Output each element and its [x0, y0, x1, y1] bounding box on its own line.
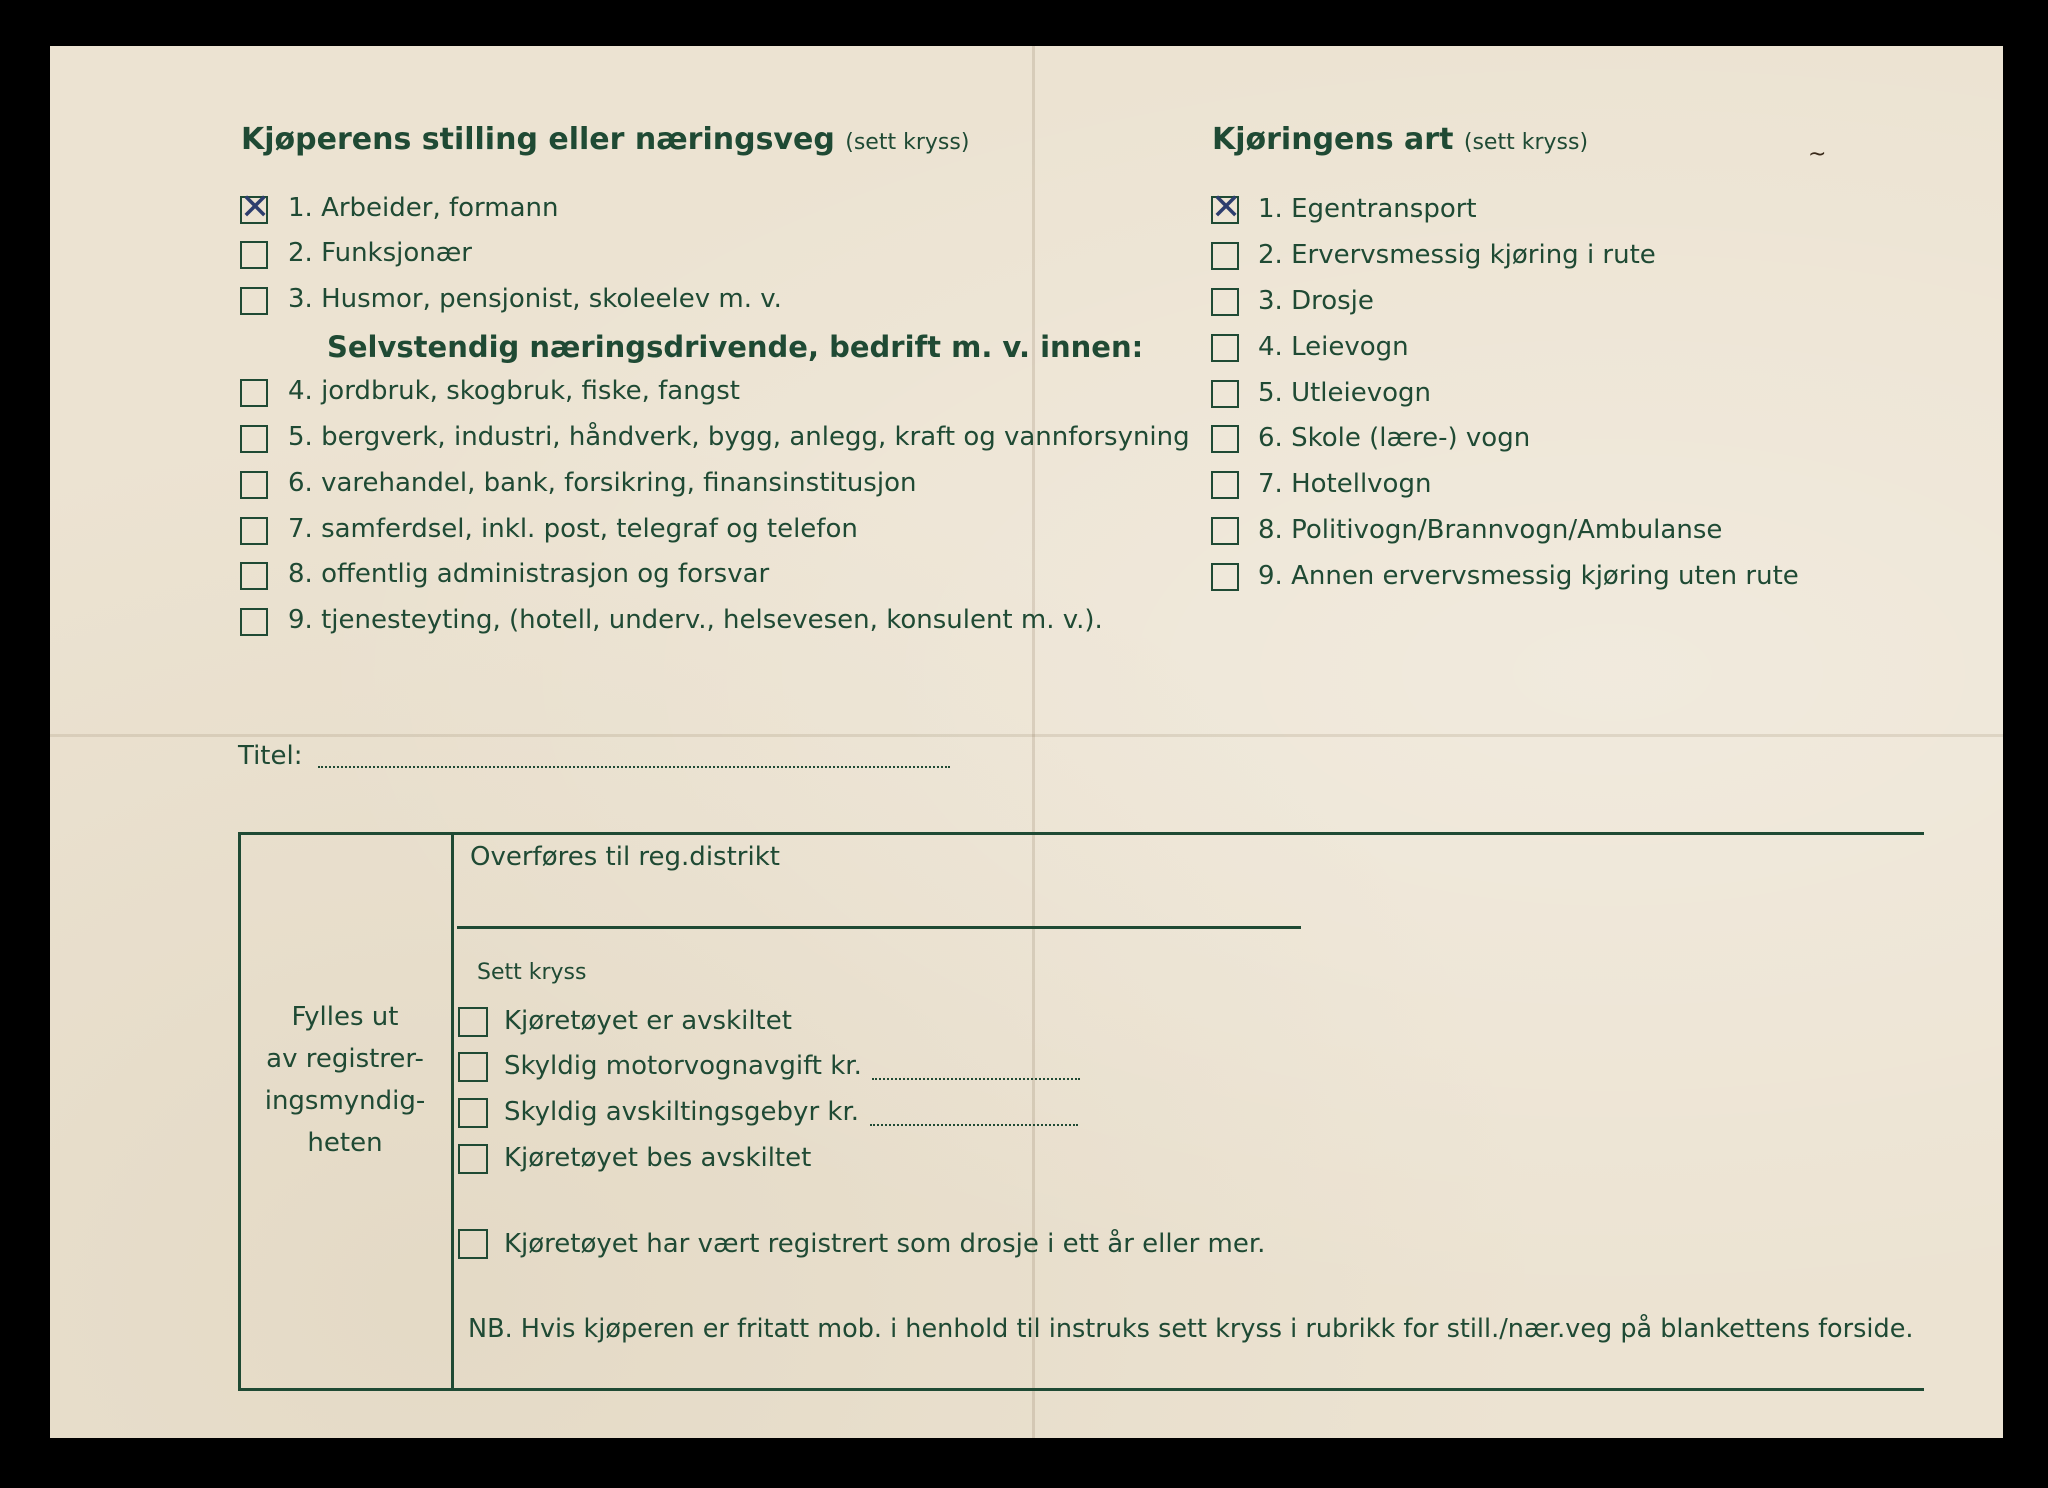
checkbox-utleievogn[interactable]	[1211, 380, 1239, 408]
box-divider	[451, 832, 454, 1388]
checkbox-husmor[interactable]	[240, 287, 268, 315]
overfores-label: Overføres til reg.distrikt	[470, 842, 780, 872]
left-heading-hint: (sett kryss)	[845, 130, 970, 155]
nb-note: NB. Hvis kjøperen er fritatt mob. i henhold til instruks sett kryss i rubrikk for still./nær.veg på blankettens forside.	[468, 1314, 1914, 1344]
option-avskiltet: Kjøretøyet er avskiltet	[504, 1006, 792, 1036]
checkbox-ervervsmessig-rute[interactable]	[1211, 242, 1239, 270]
sett-kryss-label: Sett kryss	[477, 960, 587, 985]
checkbox-drosje-ett-ar[interactable]	[458, 1229, 488, 1259]
right-heading	[1212, 122, 1588, 157]
option-varehandel: 6. varehandel, bank, forsikring, finansinstitusjon	[288, 468, 917, 498]
overfores-line[interactable]	[457, 926, 1301, 929]
option-bes-avskiltet: Kjøretøyet bes avskiltet	[504, 1143, 812, 1173]
option-funksjonaer: 2. Funksjonær	[288, 238, 472, 268]
option-bergverk: 5. bergverk, industri, håndverk, bygg, anlegg, kraft og vannforsyning	[288, 422, 1190, 452]
checkbox-egentransport[interactable]	[1211, 187, 1242, 228]
option-jordbruk: 4. jordbruk, skogbruk, fiske, fangst	[288, 376, 740, 406]
checkbox-annen-ervervsmessig[interactable]	[1211, 563, 1239, 591]
side-label-line-1: Fylles ut	[291, 1002, 399, 1032]
option-offentlig: 8. offentlig administrasjon og forsvar	[288, 559, 770, 589]
checkbox-jordbruk[interactable]	[240, 379, 268, 407]
checkbox-tjenesteyting[interactable]	[240, 608, 268, 636]
pen-mark: ~	[1808, 142, 1827, 167]
checkbox-hotellvogn[interactable]	[1211, 471, 1239, 499]
option-tjenesteyting: 9. tjenesteyting, (hotell, underv., helsevesen, konsulent m. v.).	[288, 605, 1103, 635]
option-annen-ervervsmessig: 9. Annen ervervsmessig kjøring uten rute	[1258, 561, 1799, 591]
side-label-line-3: ingsmyndig-	[264, 1086, 426, 1116]
right-heading-hint: (sett kryss)	[1463, 130, 1589, 155]
motorvognavgift-amount-field[interactable]	[872, 1078, 1080, 1080]
checkbox-samferdsel[interactable]	[240, 517, 268, 545]
checkbox-drosje[interactable]	[1211, 288, 1239, 316]
side-label	[255, 996, 435, 1164]
right-heading-text: Kjøringens art	[1212, 122, 1454, 157]
option-drosje: 3. Drosje	[1258, 286, 1374, 316]
left-heading-text: Kjøperens stilling eller næringsveg	[241, 122, 835, 157]
checkbox-politivogn[interactable]	[1211, 517, 1239, 545]
side-label-line-4: heten	[307, 1128, 383, 1158]
option-arbeider: 1. Arbeider, formann	[288, 193, 559, 223]
checkbox-leievogn[interactable]	[1211, 334, 1239, 362]
option-avskiltingsgebyr: Skyldig avskiltingsgebyr kr.	[504, 1097, 860, 1127]
checkbox-varehandel[interactable]	[240, 471, 268, 499]
avskiltingsgebyr-amount-field[interactable]	[870, 1124, 1078, 1126]
checkbox-bes-avskiltet[interactable]	[458, 1144, 488, 1174]
option-ervervsmessig-rute: 2. Ervervsmessig kjøring i rute	[1258, 240, 1656, 270]
box-left-border	[238, 832, 241, 1390]
checkbox-arbeider[interactable]	[240, 187, 271, 228]
option-politivogn: 8. Politivogn/Brannvogn/Ambulanse	[1258, 515, 1723, 545]
option-husmor: 3. Husmor, pensjonist, skoleelev m. v.	[288, 284, 782, 314]
option-skolevogn: 6. Skole (lære-) vogn	[1258, 423, 1531, 453]
titel-label: Titel:	[238, 741, 303, 771]
option-egentransport: 1. Egentransport	[1258, 194, 1477, 224]
checkbox-motorvognavgift[interactable]	[458, 1052, 488, 1082]
titel-field[interactable]	[318, 766, 950, 768]
option-hotellvogn: 7. Hotellvogn	[1258, 469, 1432, 499]
checkbox-avskiltet[interactable]	[458, 1007, 488, 1037]
checkbox-avskiltingsgebyr[interactable]	[458, 1098, 488, 1128]
option-samferdsel: 7. samferdsel, inkl. post, telegraf og telefon	[288, 514, 858, 544]
self-employed-subheading: Selvstendig næringsdrivende, bedrift m. v. innen:	[327, 330, 1144, 364]
fold-line-horizontal	[50, 734, 2003, 737]
checkbox-funksjonaer[interactable]	[240, 241, 268, 269]
option-utleievogn: 5. Utleievogn	[1258, 378, 1432, 408]
checkbox-bergverk[interactable]	[240, 425, 268, 453]
option-leievogn: 4. Leievogn	[1258, 332, 1409, 362]
checkbox-skolevogn[interactable]	[1211, 425, 1239, 453]
side-label-line-2: av registrer-	[266, 1044, 424, 1074]
box-top-border	[238, 832, 1924, 835]
option-drosje-ett-ar: Kjøretøyet har vært registrert som drosje i ett år eller mer.	[504, 1229, 1266, 1259]
left-heading	[241, 122, 969, 157]
checkbox-offentlig[interactable]	[240, 562, 268, 590]
box-bottom-border	[238, 1388, 1924, 1391]
option-motorvognavgift: Skyldig motorvognavgift kr.	[504, 1051, 862, 1081]
check-mark-icon: ✕	[1211, 187, 1242, 228]
check-mark-icon: ✕	[240, 187, 271, 228]
